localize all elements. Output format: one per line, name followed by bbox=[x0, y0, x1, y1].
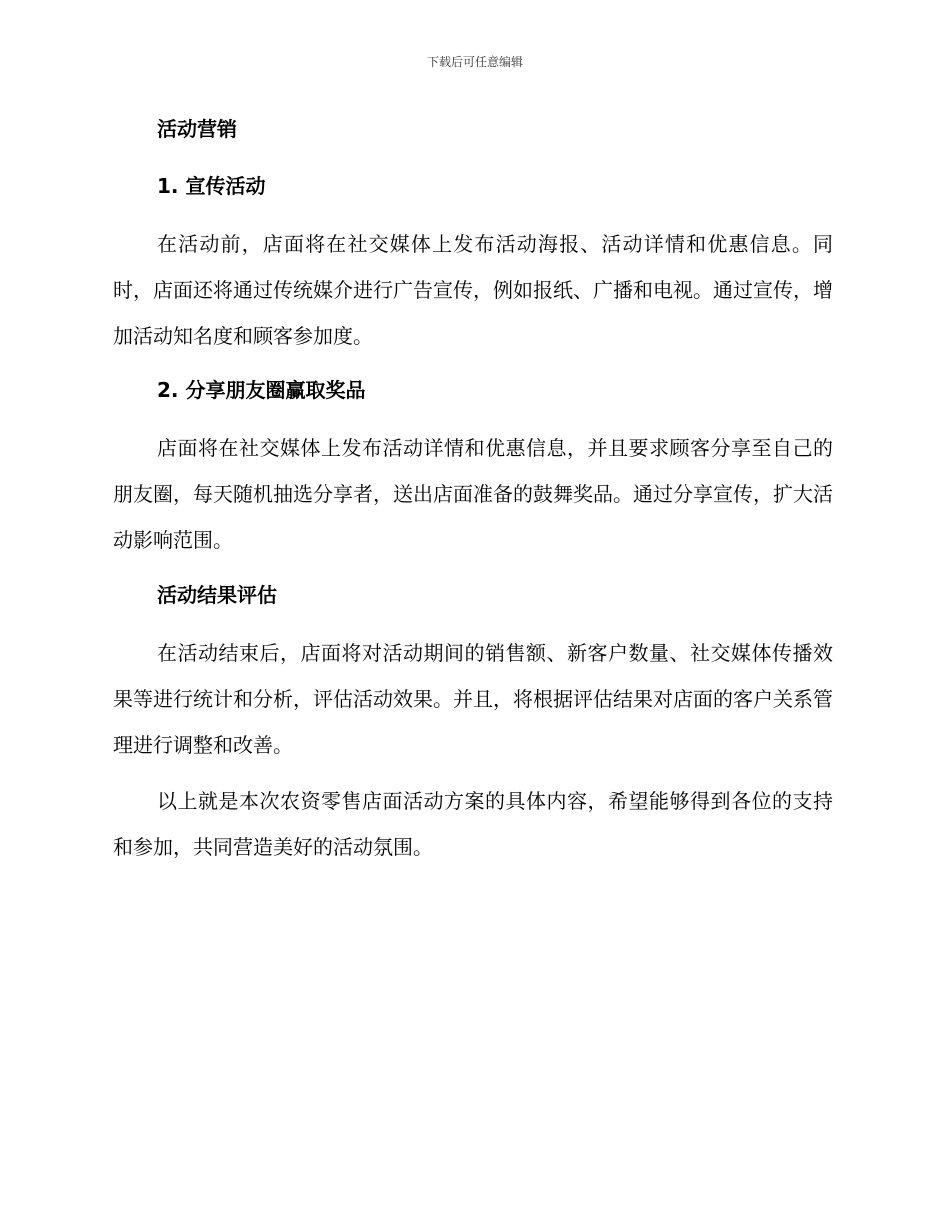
paragraph-share: 店面将在社交媒体上发布活动详情和优惠信息，并且要求顾客分享至自己的朋友圈，每天随机抽选分享者，送出店面准备的鼓舞奖品。通过分享宣传，扩大活动影响范围。 bbox=[113, 436, 833, 552]
section-title-evaluation: 活动结果评估 bbox=[157, 583, 277, 607]
page-header-note: 下载后可任意编辑 bbox=[426, 55, 523, 69]
paragraph-closing: 以上就是本次农资零售店面活动方案的具体内容，希望能够得到各位的支持和参加，共同营造美好的活动氛围。 bbox=[113, 789, 833, 859]
section-title-marketing: 活动营销 bbox=[157, 117, 237, 141]
subsection-title-promotion: 1. 宣传活动 bbox=[157, 174, 266, 198]
paragraph-promotion: 在活动前，店面将在社交媒体上发布活动海报、活动详情和优惠信息。同时，店面还将通过传统媒介进行广告宣传，例如报纸、广播和电视。通过宣传，增加活动知名度和顾客参加度。 bbox=[113, 232, 833, 348]
subsection-title-share: 2. 分享朋友圈赢取奖品 bbox=[157, 378, 366, 402]
paragraph-evaluation: 在活动结束后，店面将对活动期间的销售额、新客户数量、社交媒体传播效果等进行统计和分析，评估活动效果。并且，将根据评估结果对店面的客户关系管理进行调整和改善。 bbox=[113, 641, 833, 757]
